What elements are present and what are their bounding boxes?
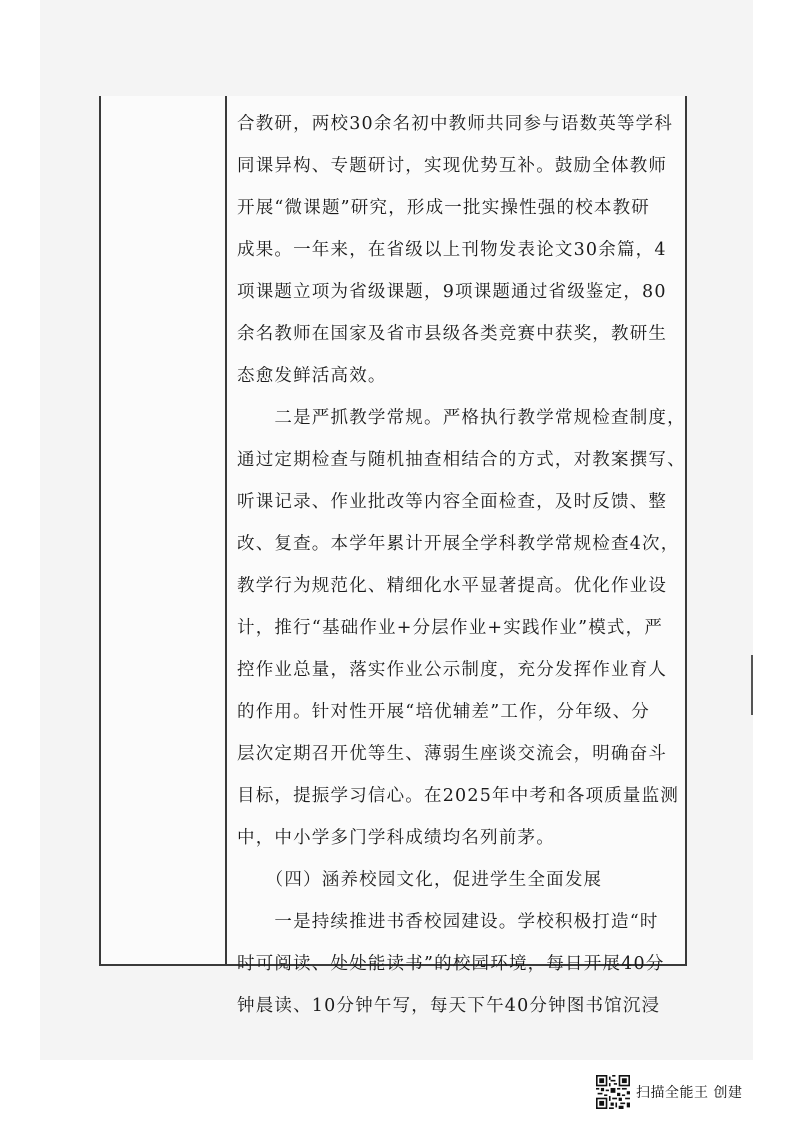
text-line: 目标，提振学习信心。在2025年中考和各项质量监测: [237, 786, 680, 806]
text-line: 层次定期召开优等生、薄弱生座谈交流会，明确奋斗: [237, 744, 668, 764]
text-line: 通过定期检查与随机抽查相结合的方式，对教案撰写、: [237, 450, 686, 470]
watermark-label: 扫描全能王 创建: [636, 1085, 743, 1101]
text-line: 时可阅读、处处能读书”的校园环境，每日开展40分: [237, 954, 665, 974]
table-right-column: [227, 96, 686, 1016]
text-line: 项课题立项为省级课题，9项课题通过省级鉴定，80: [237, 282, 667, 302]
table-left-column: [101, 96, 227, 964]
text-line: 改、复查。本学年累计开展全学科教学常规检查4次，: [237, 534, 680, 554]
text-line: （四）涵养校园文化，促进学生全面发展: [237, 870, 603, 890]
scan-margin-mark: [751, 655, 753, 715]
text-line: 听课记录、作业批改等内容全面检查，及时反馈、整: [237, 492, 668, 512]
text-line: 开展“微课题”研究，形成一批实操性强的校本教研: [237, 198, 650, 218]
text-line: 同课异构、专题研讨，实现优势互补。鼓励全体教师: [237, 156, 668, 176]
text-line: 计，推行“基础作业+分层作业+实践作业”模式，严: [237, 618, 664, 638]
text-line: 一是持续推进书香校园建设。学校积极打造“时: [237, 912, 659, 932]
text-line: 二是严抓教学常规。严格执行教学常规检查制度，: [237, 408, 686, 428]
text-line: 态愈发鲜活高效。: [237, 366, 387, 386]
text-line: 的作用。针对性开展“培优辅差”工作，分年级、分: [237, 702, 650, 722]
scanner-watermark: [596, 1072, 742, 1112]
qr-code-icon: [596, 1075, 630, 1109]
text-line: 钟晨读、10分钟午写，每天下午40分钟图书馆沉浸: [237, 996, 661, 1016]
text-line: 教学行为规范化、精细化水平显著提高。优化作业设: [237, 576, 668, 596]
text-line: 控作业总量，落实作业公示制度，充分发挥作业育人: [237, 660, 668, 680]
text-line: 余名教师在国家及省市县级各类竞赛中获奖，教研生: [237, 324, 668, 344]
text-line: 中，中小学多门学科成绩均名列前茅。: [237, 828, 555, 848]
text-line: 成果。一年来，在省级以上刊物发表论文30余篇，4: [237, 240, 667, 260]
document-table: [99, 96, 687, 1016]
text-line: 合教研，两校30余名初中教师共同参与语数英等学科: [237, 114, 674, 134]
